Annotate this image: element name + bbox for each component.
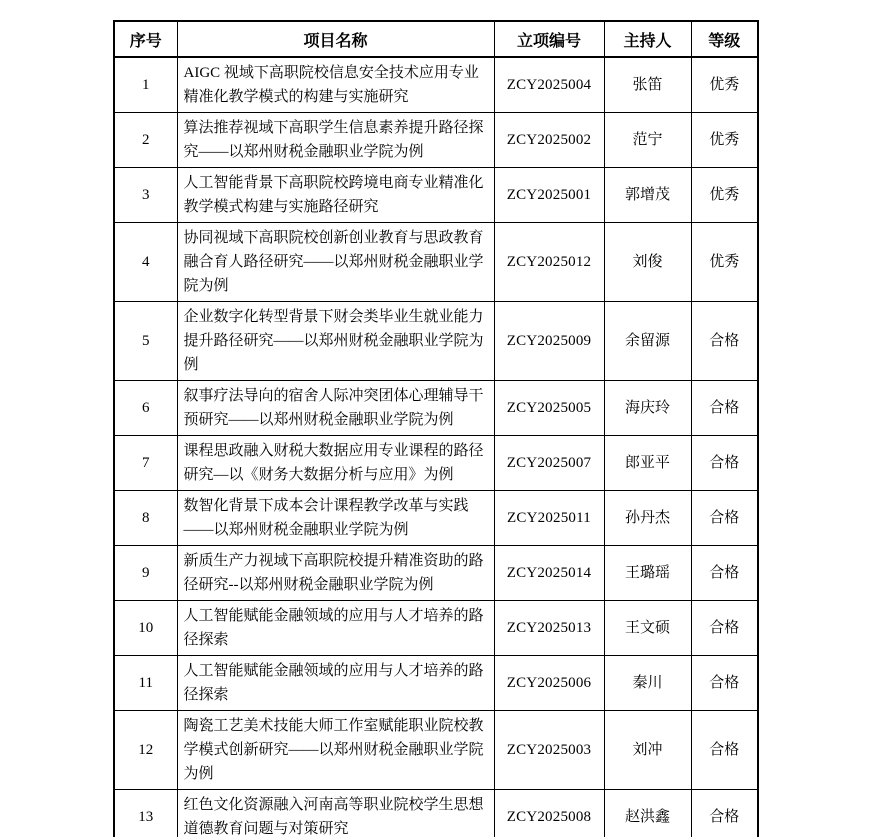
table-row: [114, 601, 758, 656]
cell-leader: 范宁: [604, 113, 691, 168]
cell-project-code: ZCY2025009: [494, 302, 604, 381]
cell-project-code: ZCY2025012: [494, 223, 604, 302]
cell-project-title: 人工智能赋能金融领域的应用与人才培养的路径探索: [177, 601, 494, 656]
cell-index: 11: [114, 656, 177, 711]
cell-grade: 合格: [691, 302, 758, 381]
cell-project-code: ZCY2025005: [494, 381, 604, 436]
cell-project-title: 课程思政融入财税大数据应用专业课程的路径研究—以《财务大数据分析与应用》为例: [177, 436, 494, 491]
cell-leader: 王文硕: [604, 601, 691, 656]
table-row: [114, 546, 758, 601]
cell-grade: 合格: [691, 790, 758, 837]
cell-project-code: ZCY2025008: [494, 790, 604, 837]
column-header-title: 项目名称: [177, 21, 494, 57]
table-row: [114, 381, 758, 436]
cell-leader: 郎亚平: [604, 436, 691, 491]
cell-leader: 刘俊: [604, 223, 691, 302]
cell-project-code: ZCY2025011: [494, 491, 604, 546]
cell-project-title: 陶瓷工艺美术技能大师工作室赋能职业院校教学模式创新研究——以郑州财税金融职业学院为例: [177, 711, 494, 790]
cell-grade: 优秀: [691, 113, 758, 168]
table-row: [114, 113, 758, 168]
cell-project-title: 数智化背景下成本会计课程教学改革与实践——以郑州财税金融职业学院为例: [177, 491, 494, 546]
cell-leader: 刘冲: [604, 711, 691, 790]
project-results-table: [113, 20, 759, 837]
cell-grade: 合格: [691, 491, 758, 546]
cell-index: 9: [114, 546, 177, 601]
cell-index: 5: [114, 302, 177, 381]
header-row: [114, 21, 758, 57]
cell-index: 10: [114, 601, 177, 656]
cell-project-title: 红色文化资源融入河南高等职业院校学生思想道德教育问题与对策研究: [177, 790, 494, 837]
table-row: [114, 790, 758, 837]
cell-index: 13: [114, 790, 177, 837]
cell-project-code: ZCY2025013: [494, 601, 604, 656]
column-header-index: 序号: [114, 21, 177, 57]
cell-grade: 合格: [691, 436, 758, 491]
cell-grade: 优秀: [691, 168, 758, 223]
table-row: [114, 302, 758, 381]
cell-project-code: ZCY2025004: [494, 57, 604, 113]
cell-index: 4: [114, 223, 177, 302]
cell-leader: 孙丹杰: [604, 491, 691, 546]
cell-grade: 合格: [691, 546, 758, 601]
cell-leader: 海庆玲: [604, 381, 691, 436]
cell-grade: 合格: [691, 711, 758, 790]
cell-leader: 秦川: [604, 656, 691, 711]
cell-grade: 合格: [691, 656, 758, 711]
table-row: [114, 57, 758, 113]
cell-project-code: ZCY2025007: [494, 436, 604, 491]
table-row: [114, 223, 758, 302]
table-row: [114, 656, 758, 711]
cell-index: 8: [114, 491, 177, 546]
cell-index: 7: [114, 436, 177, 491]
cell-grade: 优秀: [691, 223, 758, 302]
cell-project-title: 算法推荐视域下高职学生信息素养提升路径探究——以郑州财税金融职业学院为例: [177, 113, 494, 168]
column-header-code: 立项编号: [494, 21, 604, 57]
cell-project-code: ZCY2025002: [494, 113, 604, 168]
cell-index: 6: [114, 381, 177, 436]
cell-index: 3: [114, 168, 177, 223]
cell-index: 1: [114, 57, 177, 113]
cell-grade: 合格: [691, 601, 758, 656]
cell-project-title: 人工智能赋能金融领域的应用与人才培养的路径探索: [177, 656, 494, 711]
cell-project-code: ZCY2025001: [494, 168, 604, 223]
cell-leader: 赵洪鑫: [604, 790, 691, 837]
cell-index: 12: [114, 711, 177, 790]
table-row: [114, 168, 758, 223]
cell-project-code: ZCY2025006: [494, 656, 604, 711]
cell-project-title: 协同视域下高职院校创新创业教育与思政教育融合育人路径研究——以郑州财税金融职业学院为例: [177, 223, 494, 302]
cell-project-code: ZCY2025003: [494, 711, 604, 790]
cell-project-title: AIGC 视域下高职院校信息安全技术应用专业精准化教学模式的构建与实施研究: [177, 57, 494, 113]
table-row: [114, 711, 758, 790]
column-header-leader: 主持人: [604, 21, 691, 57]
table-row: [114, 436, 758, 491]
table-row: [114, 491, 758, 546]
cell-project-title: 叙事疗法导向的宿舍人际冲突团体心理辅导干预研究——以郑州财税金融职业学院为例: [177, 381, 494, 436]
cell-grade: 合格: [691, 381, 758, 436]
cell-project-title: 人工智能背景下高职院校跨境电商专业精准化教学模式构建与实施路径研究: [177, 168, 494, 223]
cell-project-code: ZCY2025014: [494, 546, 604, 601]
cell-leader: 余留源: [604, 302, 691, 381]
cell-leader: 王璐瑶: [604, 546, 691, 601]
cell-grade: 优秀: [691, 57, 758, 113]
cell-project-title: 新质生产力视域下高职院校提升精准资助的路径研究--以郑州财税金融职业学院为例: [177, 546, 494, 601]
cell-project-title: 企业数字化转型背景下财会类毕业生就业能力提升路径研究——以郑州财税金融职业学院为例: [177, 302, 494, 381]
cell-index: 2: [114, 113, 177, 168]
column-header-grade: 等级: [691, 21, 758, 57]
cell-leader: 郭增茂: [604, 168, 691, 223]
cell-leader: 张笛: [604, 57, 691, 113]
